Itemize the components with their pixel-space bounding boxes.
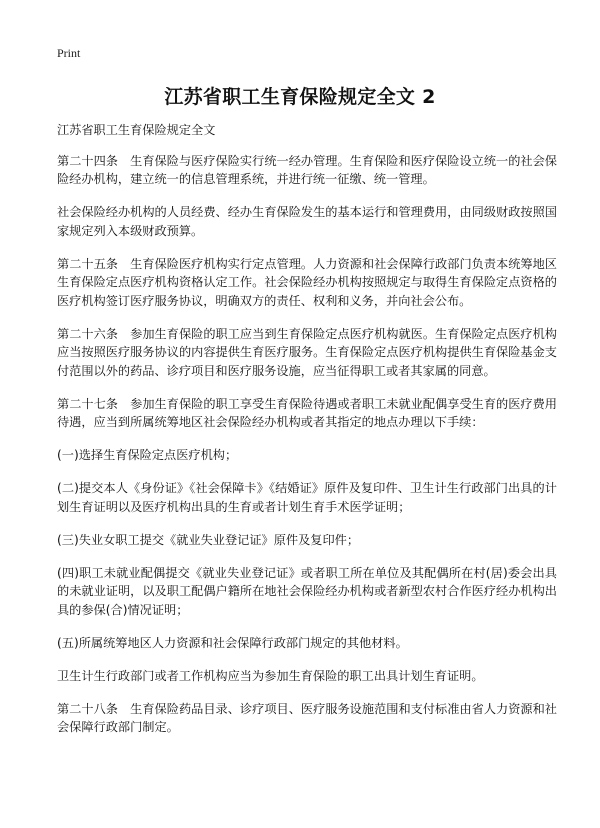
article-subtitle: 江苏省职工生育保险规定全文 <box>57 123 216 137</box>
print-link[interactable]: Print <box>57 46 81 60</box>
article-list-item: (一)选择生育保险定点医疗机构； <box>57 448 238 462</box>
article-paragraph: 社会保险经办机构的人员经费、经办生育保险发生的基本运行和管理费用，由同级财政按照国家规定列入本级财政预算。 <box>57 205 557 238</box>
article-list-item: (二)提交本人《身份证》《社会保障卡》《结婚证》原件及复印件、卫生计生行政部门出具的计划生育证明以及医疗机构出具的生育或者计划生育手术医学证明； <box>57 481 557 514</box>
article-paragraph: 第二十四条 生育保险与医疗保险实行统一经办管理。生育保险和医疗保险设立统一的社会保险经办机构，建立统一的信息管理系统，并进行统一征缴、统一管理。 <box>57 153 557 186</box>
article-list-item: (四)职工未就业配偶提交《就业失业登记证》或者职工所在单位及其配偶所在村(居)委会出具的未就业证明，以及职工配偶户籍所在地社会保险经办机构或者新型农村合作医疗经办机构出具的参保(合)情况证明； <box>57 565 557 617</box>
article-body <box>57 121 557 751</box>
article-paragraph: 第二十七条 参加生育保险的职工享受生育保险待遇或者职工未就业配偶享受生育的医疗费用待遇，应当到所属统筹地区社会保险经办机构或者其指定的地点办理以下手续： <box>57 396 557 429</box>
article-paragraph: 第二十八条 生育保险药品目录、诊疗项目、医疗服务设施范围和支付标准由省人力资源和社会保障行政部门制定。 <box>57 701 557 734</box>
article-paragraph: 第二十六条 参加生育保险的职工应当到生育保险定点医疗机构就医。生育保险定点医疗机构应当按照医疗服务协议的内容提供生育医疗服务。生育保险定点医疗机构提供生育保险基金支付范围以外的药品、诊疗项目和医疗服务设施，应当征得职工或者其家属的同意。 <box>57 326 557 378</box>
page-title: 江苏省职工生育保险规定全文 2 <box>164 86 436 108</box>
article-paragraph: 第二十五条 生育保险医疗机构实行定点管理。人力资源和社会保障行政部门负责本统筹地区生育保险定点医疗机构资格认定工作。社会保险经办机构按照规定与取得生育保险定点资格的医疗机构签订医疗服务协议，明确双方的责任、权利和义务，并向社会公布。 <box>57 256 557 308</box>
article-list-item: (三)失业女职工提交《就业失业登记证》原件及复印件； <box>57 532 360 547</box>
article-list-item: (五)所属统筹地区人力资源和社会保障行政部门规定的其他材料。 <box>57 635 408 650</box>
article-paragraph: 卫生计生行政部门或者工作机构应当为参加生育保险的职工出具计划生育证明。 <box>57 668 484 683</box>
